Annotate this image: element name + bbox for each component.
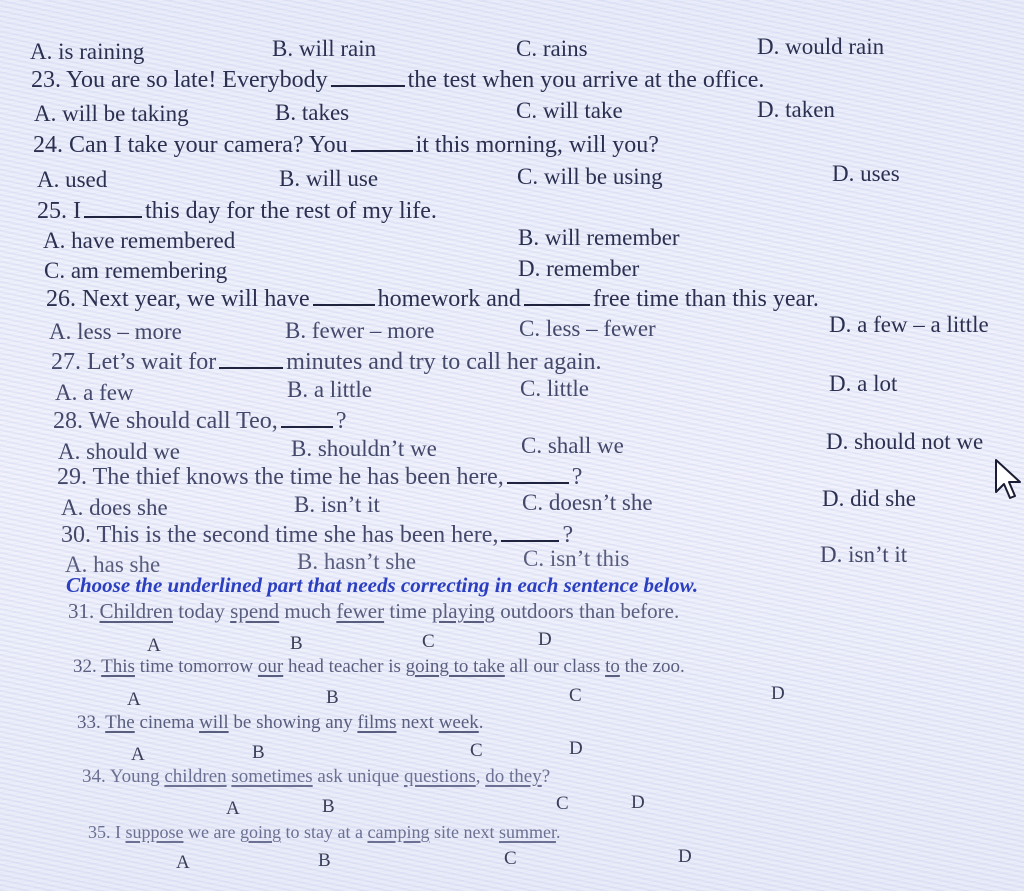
q33-letter-d: D — [569, 738, 583, 759]
q31-number: 31. — [68, 599, 95, 623]
q25-option-b: B. will remember — [518, 225, 680, 250]
q28-blank — [281, 426, 333, 428]
q27-stem-end: minutes and try to call her again. — [286, 349, 602, 375]
q34-text-4: ? — [541, 766, 551, 787]
q35-part-d: summer — [498, 822, 556, 842]
q32-text-3: all our class — [504, 656, 606, 677]
q34-text-3: , — [475, 766, 486, 787]
q28-option-a: A. should we — [58, 439, 181, 464]
q23-option-d: D. taken — [757, 97, 835, 122]
q27-stem-start: 27. Let’s wait for — [51, 349, 217, 375]
q29-stem-start: 29. The thief knows the time he has been here, — [57, 464, 504, 490]
q24-option-d: D. uses — [832, 161, 900, 186]
q28-stem-start: 28. We should call Teo, — [53, 408, 278, 434]
q34-number: 34. Young — [82, 766, 165, 787]
question-25 — [37, 199, 437, 223]
q24-blank — [351, 150, 413, 152]
q32-letter-c: C — [569, 685, 582, 706]
q35-part-a: suppose — [125, 822, 184, 842]
q34-letter-d: D — [631, 792, 645, 813]
question-34 — [82, 767, 550, 786]
q29-option-a: A. does she — [61, 495, 168, 520]
q35-letter-d: D — [678, 846, 692, 867]
q22-option-d: D. would rain — [757, 34, 885, 59]
q32-letter-d: D — [771, 683, 785, 704]
q32-letter-b: B — [326, 687, 339, 708]
q23-option-b: B. takes — [275, 100, 350, 125]
q28-option-b: B. shouldn’t we — [291, 436, 437, 461]
q25-blank — [84, 216, 142, 218]
question-23 — [31, 68, 764, 92]
q26-option-c: C. less – fewer — [519, 316, 656, 341]
q34-letter-c: C — [556, 793, 569, 814]
q27-blank — [219, 367, 283, 369]
q31-part-a: Children — [99, 599, 173, 623]
q35-number: 35. I — [88, 822, 126, 842]
q31-letter-a: A — [147, 635, 161, 656]
q22-option-c: C. rains — [516, 36, 588, 61]
q30-option-c: C. isn’t this — [523, 546, 630, 571]
q29-option-c: C. doesn’t she — [522, 490, 653, 515]
q31-letter-d: D — [538, 629, 552, 650]
q35-text-1: we are — [183, 822, 240, 842]
q31-text-4: outdoors than before. — [494, 599, 680, 623]
q33-text-1: cinema — [134, 712, 200, 733]
q22-option-b: B. will rain — [272, 36, 377, 61]
q24-stem-end: it this morning, will you? — [415, 132, 659, 158]
q34-part-a: children — [164, 766, 227, 787]
q33-part-a: The — [105, 712, 135, 733]
q35-text-4: . — [555, 822, 561, 842]
q29-option-b: B. isn’t it — [294, 492, 380, 517]
mouse-pointer-icon — [994, 458, 1024, 507]
q31-text-2: much — [279, 599, 337, 623]
q32-part-c: going to take — [405, 656, 505, 677]
q26-blank-1 — [313, 304, 375, 306]
q25-option-c: C. am remembering — [44, 258, 228, 283]
q33-letter-a: A — [131, 744, 145, 765]
q32-text-2: head teacher is — [283, 656, 406, 677]
q34-part-d: do they — [485, 766, 542, 787]
q23-blank — [331, 85, 405, 87]
q31-part-c: fewer — [336, 599, 385, 623]
q30-stem-start: 30. This is the second time she has been here, — [61, 522, 499, 548]
q25-option-d: D. remember — [518, 256, 640, 281]
q29-option-d: D. did she — [822, 486, 916, 511]
question-27 — [51, 350, 602, 374]
question-35 — [88, 823, 560, 841]
question-31 — [68, 601, 679, 622]
q33-text-3: next — [396, 712, 439, 733]
question-29 — [57, 465, 582, 489]
q32-number: 32. — [73, 656, 97, 677]
q25-stem-end: this day for the rest of my life. — [145, 198, 437, 224]
q34-text-2: ask unique — [312, 766, 404, 787]
q35-letter-a: A — [176, 852, 190, 873]
q35-letter-c: C — [504, 848, 517, 869]
q34-part-c: questions — [403, 766, 476, 787]
q28-option-d: D. should not we — [826, 429, 984, 454]
q31-letter-b: B — [290, 633, 303, 654]
q29-blank — [507, 482, 569, 484]
q33-letter-b: B — [252, 742, 265, 763]
q27-option-c: C. little — [520, 376, 589, 401]
question-30 — [61, 523, 573, 547]
q24-option-c: C. will be using — [517, 164, 663, 189]
q28-option-c: C. shall we — [521, 433, 624, 458]
q33-part-b: will — [199, 712, 229, 733]
q27-option-d: D. a lot — [829, 371, 898, 396]
q26-option-b: B. fewer – more — [285, 318, 435, 343]
q24-option-b: B. will use — [279, 166, 379, 191]
q33-text-4: . — [478, 712, 484, 733]
q26-stem-start: 26. Next year, we will have — [46, 286, 310, 312]
q31-letter-c: C — [422, 631, 435, 652]
q35-part-c: camping — [367, 822, 430, 842]
q26-blank-2 — [524, 304, 590, 306]
q35-part-b: going — [239, 822, 281, 842]
q26-stem-end: free time than this year. — [592, 286, 819, 312]
q34-part-b: sometimes — [231, 766, 313, 787]
question-32 — [73, 657, 685, 676]
q30-option-d: D. isn’t it — [820, 542, 908, 567]
q26-stem-mid: homework and — [377, 286, 521, 312]
q33-text-2: be showing any — [228, 712, 358, 733]
q30-option-a: A. has she — [65, 552, 161, 577]
question-26 — [46, 287, 819, 311]
q31-text-3: time — [384, 599, 432, 623]
q31-part-d: playing — [431, 599, 495, 623]
q28-stem-end: ? — [335, 408, 347, 434]
q23-stem-start: 23. You are so late! Everybody — [31, 67, 328, 93]
q25-stem-start: 25. I — [37, 198, 81, 224]
q35-text-2: to stay at a — [280, 822, 368, 842]
section-instruction: Choose the underlined part that needs correcting in each sentence below. — [66, 573, 699, 597]
q22-option-a: A. is raining — [30, 39, 145, 64]
q32-part-b: our — [257, 656, 284, 677]
q33-part-c: films — [357, 712, 397, 733]
q32-letter-a: A — [127, 689, 141, 710]
q23-stem-end: the test when you arrive at the office. — [407, 67, 765, 93]
q30-blank — [501, 540, 559, 542]
q35-text-3: site next — [429, 822, 499, 842]
q24-stem-start: 24. Can I take your camera? You — [33, 132, 348, 158]
q31-text-1: today — [173, 599, 231, 623]
q32-text-1: time tomorrow — [134, 656, 258, 677]
q27-option-a: A. a few — [55, 380, 134, 405]
q29-stem-end: ? — [571, 464, 583, 490]
q30-option-b: B. hasn’t she — [297, 549, 417, 574]
q23-option-c: C. will take — [516, 98, 623, 123]
q31-part-b: spend — [230, 599, 280, 623]
q35-letter-b: B — [318, 850, 331, 871]
q32-part-d: to — [605, 656, 620, 677]
q23-option-a: A. will be taking — [34, 101, 189, 126]
q26-option-d: D. a few – a little — [829, 312, 989, 337]
q33-part-d: week — [438, 712, 479, 733]
q34-letter-b: B — [322, 796, 335, 817]
q32-part-a: This — [101, 656, 135, 677]
q24-option-a: A. used — [37, 167, 108, 192]
q26-option-a: A. less – more — [49, 319, 182, 344]
question-24 — [33, 133, 659, 157]
q33-letter-c: C — [470, 740, 483, 761]
q33-number: 33. — [77, 712, 101, 733]
q27-option-b: B. a little — [287, 377, 372, 402]
q30-stem-end: ? — [562, 522, 574, 548]
question-33 — [77, 713, 484, 732]
q32-text-4: the zoo. — [619, 656, 685, 677]
q34-letter-a: A — [226, 798, 240, 819]
question-28 — [53, 409, 346, 433]
q25-option-a: A. have remembered — [43, 228, 236, 253]
